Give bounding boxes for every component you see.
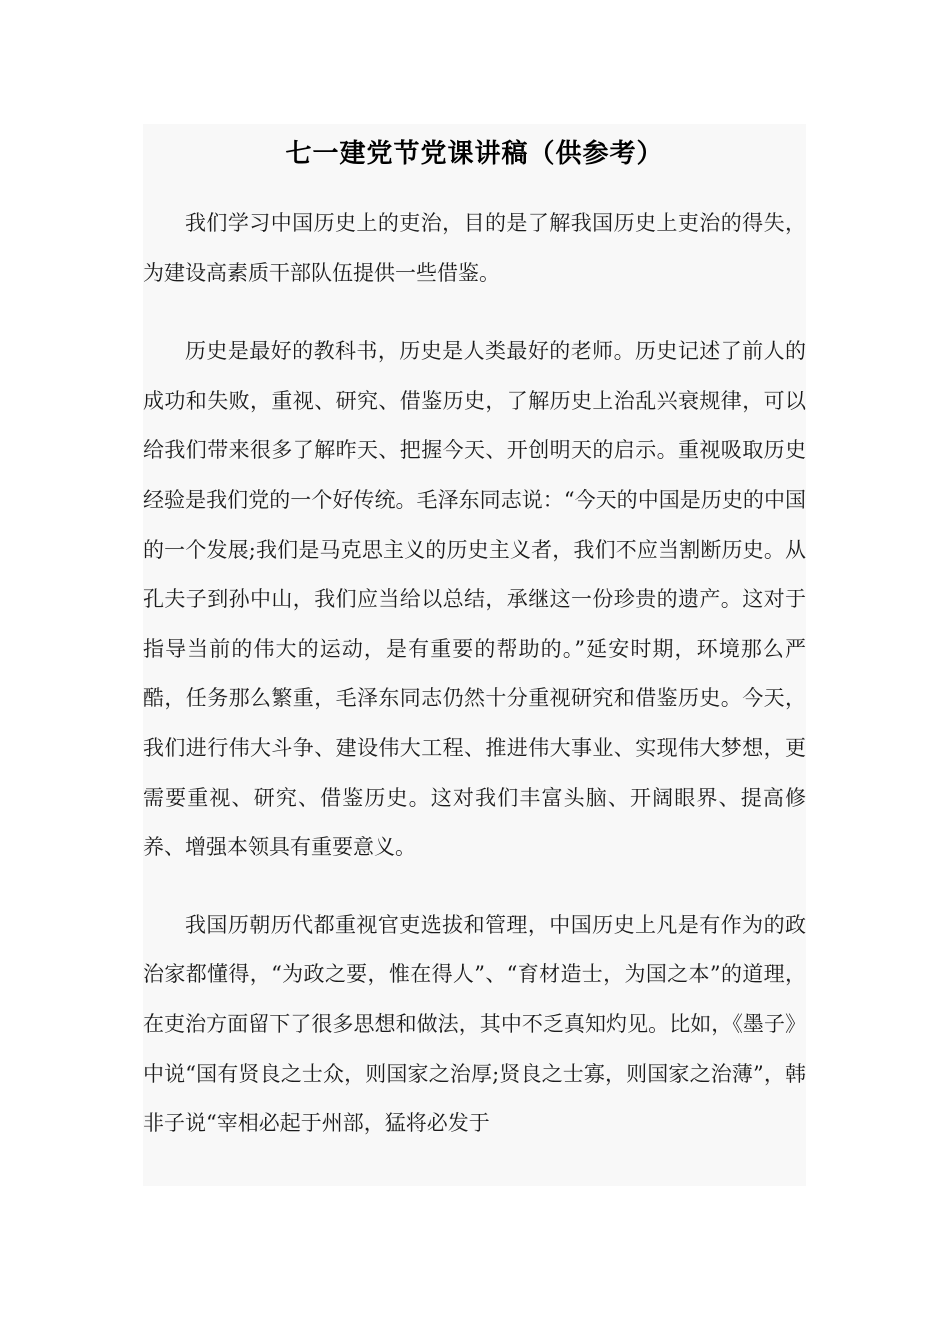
paragraph-3: 我国历朝历代都重视官吏选拔和管理，中国历史上凡是有作为的政治家都懂得，“为政之要，惟在得人”、“育材造士，为国之本”的道理，在吏治方面留下了很多思想和做法，其中不乏真知灼见。比如，《墨子》中说“国有贤良之士众，则国家之治厚;贤良之士寡，则国家之治薄”，韩非子说“宰相必起于州部，猛将必发于: [143, 912, 806, 1136]
document-title: 七一建党节党课讲稿（供参考）: [285, 139, 664, 169]
paragraph-2: 历史是最好的教科书，历史是人类最好的老师。历史记述了前人的成功和失败，重视、研究、借鉴历史，了解历史上治乱兴衰规律，可以给我们带来很多了解昨天、把握今天、开创明天的启示。重视吸取历史经验是我们党的一个好传统。毛泽东同志说：“今天的中国是历史的中国的一个发展;我们是马克思主义的历史主义者，我们不应当割断历史。从孔夫子到孙中山，我们应当给以总结，承继这一份珍贵的遗产。这对于指导当前的伟大的运动，是有重要的帮助的。”延安时期，环境那么严酷，任务那么繁重，毛泽东同志仍然十分重视研究和借鉴历史。今天，我们进行伟大斗争、建设伟大工程、推进伟大事业、实现伟大梦想，更需要重视、研究、借鉴历史。这对我们丰富头脑、开阔眼界、提高修养、增强本领具有重要意义。: [143, 339, 806, 860]
document-body: [143, 124, 806, 1186]
paragraph-1: 我们学习中国历史上的吏治，目的是了解我国历史上吏治的得失，为建设高素质干部队伍提供一些借鉴。: [143, 211, 806, 285]
